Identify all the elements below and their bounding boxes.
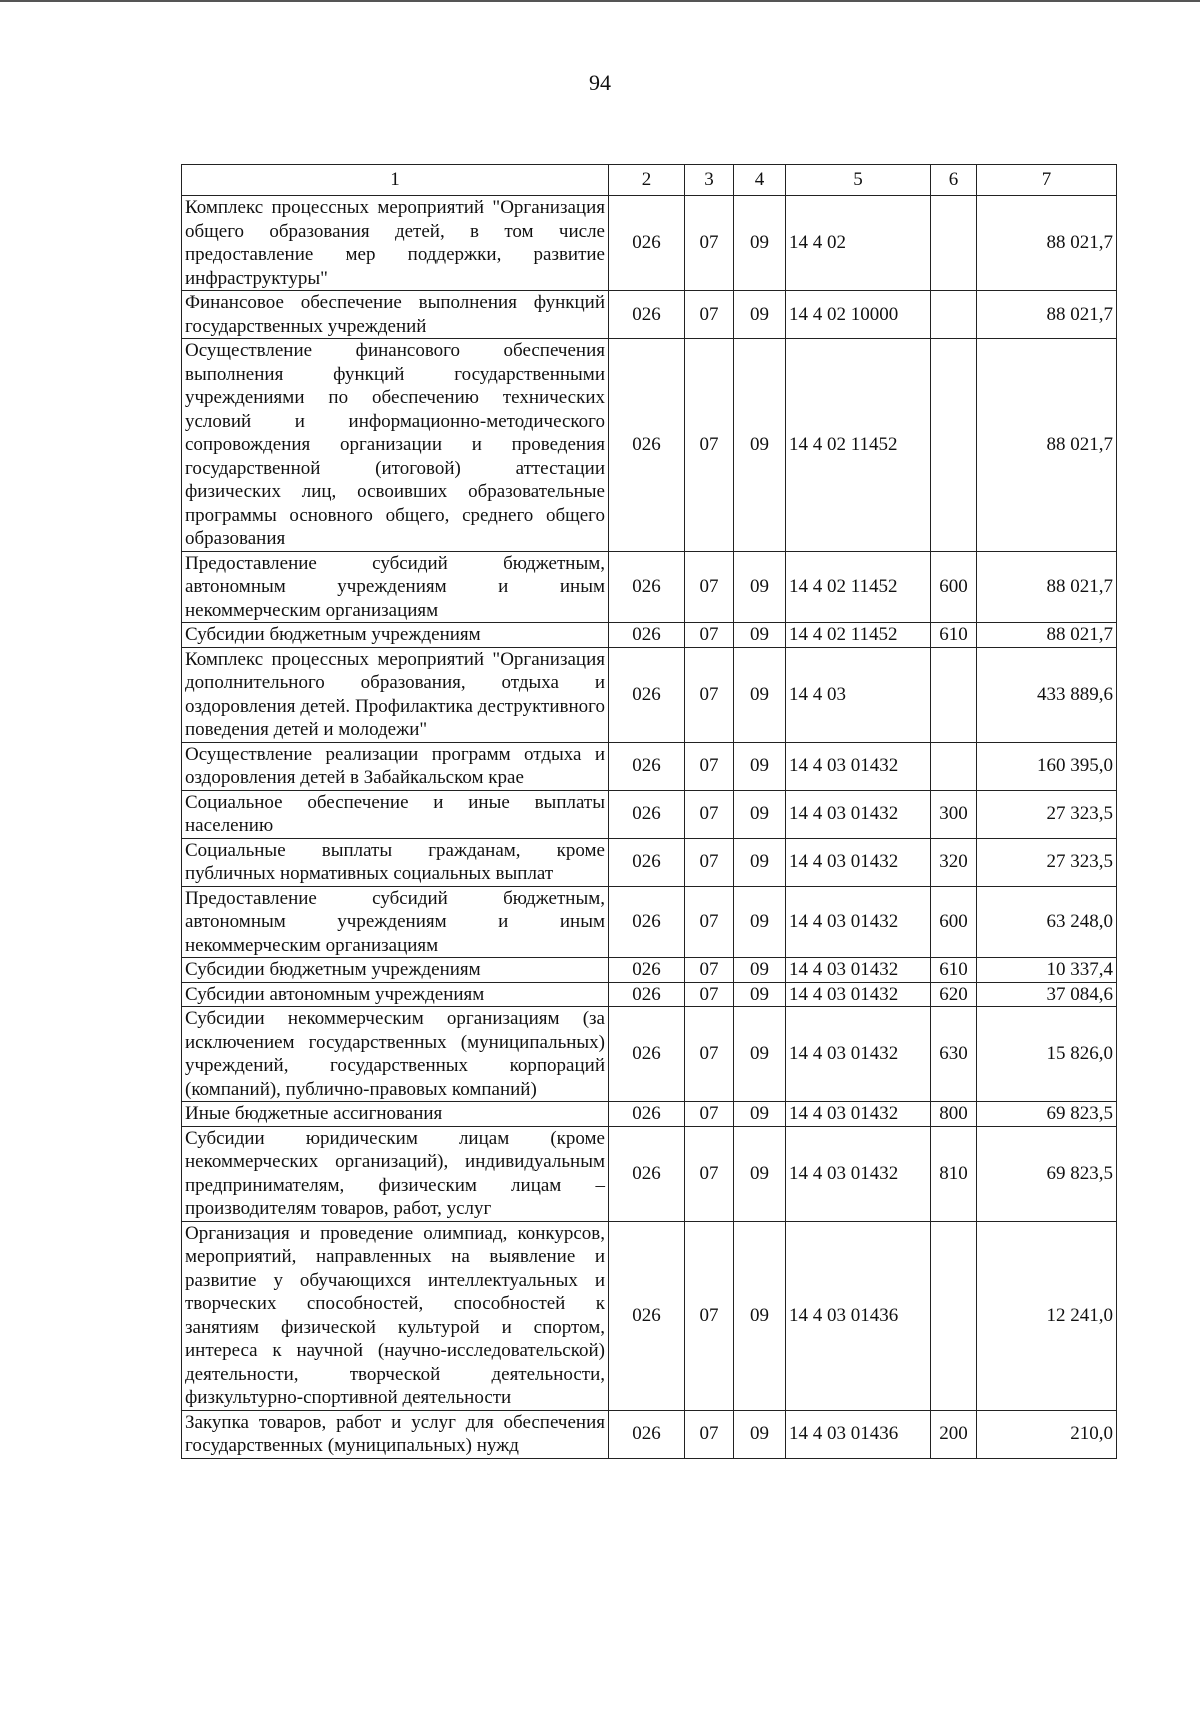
table-row	[182, 339, 1117, 552]
ministry-code-cell: 026	[609, 291, 685, 339]
header-cell-6: 6	[931, 165, 977, 196]
target-article-cell: 14 4 03 01432	[786, 982, 931, 1007]
target-article-cell: 14 4 02	[786, 196, 931, 291]
subsection-code-cell: 09	[734, 1221, 786, 1410]
subsection-code-cell: 09	[734, 551, 786, 623]
table-row	[182, 982, 1117, 1007]
table-row	[182, 1221, 1117, 1410]
amount-cell: 433 889,6	[977, 647, 1117, 742]
item-name-cell: Субсидии юридическим лицам (кроме некоммерческих организаций), индивидуальным предпринимателям, физическим лицам – производителям товаров, работ, услуг	[182, 1126, 609, 1221]
expense-type-cell	[931, 196, 977, 291]
item-name-cell: Субсидии бюджетным учреждениям	[182, 623, 609, 648]
section-code-cell: 07	[685, 982, 734, 1007]
table-row	[182, 1007, 1117, 1102]
expense-type-cell: 620	[931, 982, 977, 1007]
table-row	[182, 647, 1117, 742]
section-code-cell: 07	[685, 1102, 734, 1127]
ministry-code-cell: 026	[609, 1102, 685, 1127]
header-cell-4: 4	[734, 165, 786, 196]
expense-type-cell	[931, 647, 977, 742]
amount-cell: 69 823,5	[977, 1126, 1117, 1221]
subsection-code-cell: 09	[734, 339, 786, 552]
expense-type-cell: 630	[931, 1007, 977, 1102]
target-article-cell: 14 4 02 10000	[786, 291, 931, 339]
ministry-code-cell: 026	[609, 1126, 685, 1221]
subsection-code-cell: 09	[734, 1410, 786, 1458]
table-row	[182, 790, 1117, 838]
amount-cell: 88 021,7	[977, 291, 1117, 339]
amount-cell: 210,0	[977, 1410, 1117, 1458]
ministry-code-cell: 026	[609, 790, 685, 838]
expense-type-cell: 320	[931, 838, 977, 886]
target-article-cell: 14 4 03 01432	[786, 886, 931, 958]
expense-type-cell	[931, 291, 977, 339]
ministry-code-cell: 026	[609, 1410, 685, 1458]
amount-cell: 27 323,5	[977, 790, 1117, 838]
item-name-cell: Субсидии некоммерческим организациям (за исключением государственных (муниципальных) учреждений, государственных корпораций (компаний), публично-правовых компаний)	[182, 1007, 609, 1102]
ministry-code-cell: 026	[609, 647, 685, 742]
amount-cell: 12 241,0	[977, 1221, 1117, 1410]
header-cell-7: 7	[977, 165, 1117, 196]
ministry-code-cell: 026	[609, 886, 685, 958]
item-name-cell: Предоставление субсидий бюджетным, автономным учреждениям и иным некоммерческим организациям	[182, 551, 609, 623]
target-article-cell: 14 4 03 01432	[786, 838, 931, 886]
table-row	[182, 623, 1117, 648]
table-row	[182, 838, 1117, 886]
expense-type-cell: 810	[931, 1126, 977, 1221]
item-name-cell: Социальные выплаты гражданам, кроме публичных нормативных социальных выплат	[182, 838, 609, 886]
section-code-cell: 07	[685, 1221, 734, 1410]
subsection-code-cell: 09	[734, 623, 786, 648]
amount-cell: 88 021,7	[977, 339, 1117, 552]
target-article-cell: 14 4 02 11452	[786, 623, 931, 648]
item-name-cell: Предоставление субсидий бюджетным, автономным учреждениям и иным некоммерческим организациям	[182, 886, 609, 958]
table-row	[182, 742, 1117, 790]
table-row	[182, 958, 1117, 983]
ministry-code-cell: 026	[609, 982, 685, 1007]
item-name-cell: Субсидии автономным учреждениям	[182, 982, 609, 1007]
header-cell-3: 3	[685, 165, 734, 196]
item-name-cell: Осуществление реализации программ отдыха и оздоровления детей в Забайкальском крае	[182, 742, 609, 790]
expense-type-cell: 610	[931, 958, 977, 983]
amount-cell: 69 823,5	[977, 1102, 1117, 1127]
subsection-code-cell: 09	[734, 958, 786, 983]
expense-type-cell	[931, 1221, 977, 1410]
target-article-cell: 14 4 03 01432	[786, 958, 931, 983]
table-row	[182, 551, 1117, 623]
amount-cell: 63 248,0	[977, 886, 1117, 958]
ministry-code-cell: 026	[609, 742, 685, 790]
scan-edge	[0, 0, 1200, 2]
target-article-cell: 14 4 03 01432	[786, 790, 931, 838]
ministry-code-cell: 026	[609, 623, 685, 648]
subsection-code-cell: 09	[734, 1007, 786, 1102]
ministry-code-cell: 026	[609, 339, 685, 552]
amount-cell: 160 395,0	[977, 742, 1117, 790]
section-code-cell: 07	[685, 886, 734, 958]
amount-cell: 88 021,7	[977, 551, 1117, 623]
section-code-cell: 07	[685, 838, 734, 886]
header-cell-2: 2	[609, 165, 685, 196]
target-article-cell: 14 4 03 01436	[786, 1410, 931, 1458]
target-article-cell: 14 4 02 11452	[786, 339, 931, 552]
target-article-cell: 14 4 03 01432	[786, 1007, 931, 1102]
amount-cell: 15 826,0	[977, 1007, 1117, 1102]
table-row	[182, 1126, 1117, 1221]
budget-table	[181, 164, 1117, 1459]
ministry-code-cell: 026	[609, 958, 685, 983]
expense-type-cell	[931, 742, 977, 790]
header-cell-1: 1	[182, 165, 609, 196]
subsection-code-cell: 09	[734, 742, 786, 790]
header-row	[182, 165, 1117, 196]
table-row	[182, 1410, 1117, 1458]
item-name-cell: Финансовое обеспечение выполнения функций государственных учреждений	[182, 291, 609, 339]
expense-type-cell: 200	[931, 1410, 977, 1458]
target-article-cell: 14 4 03	[786, 647, 931, 742]
item-name-cell: Осуществление финансового обеспечения выполнения функций государственными учреждениями по обеспечению технических условий и информационно-методического сопровождения организации и проведения государственной (итоговой) аттестации физических лиц, освоивших образовательные программы основного общего, среднего общего образования	[182, 339, 609, 552]
item-name-cell: Закупка товаров, работ и услуг для обеспечения государственных (муниципальных) нужд	[182, 1410, 609, 1458]
amount-cell: 88 021,7	[977, 623, 1117, 648]
section-code-cell: 07	[685, 958, 734, 983]
target-article-cell: 14 4 03 01432	[786, 1102, 931, 1127]
subsection-code-cell: 09	[734, 886, 786, 958]
target-article-cell: 14 4 03 01432	[786, 742, 931, 790]
item-name-cell: Организация и проведение олимпиад, конкурсов, мероприятий, направленных на выявление и развитие у обучающихся интеллектуальных и творческих способностей, способностей к занятиям физической культурой и спортом, интереса к научной (научно-исследовательской) деятельности, творческой деятельности, физкультурно-спортивной деятельности	[182, 1221, 609, 1410]
ministry-code-cell: 026	[609, 1221, 685, 1410]
section-code-cell: 07	[685, 196, 734, 291]
table-row	[182, 291, 1117, 339]
section-code-cell: 07	[685, 623, 734, 648]
expense-type-cell: 300	[931, 790, 977, 838]
table-row	[182, 196, 1117, 291]
table-row	[182, 886, 1117, 958]
subsection-code-cell: 09	[734, 647, 786, 742]
target-article-cell: 14 4 02 11452	[786, 551, 931, 623]
subsection-code-cell: 09	[734, 291, 786, 339]
subsection-code-cell: 09	[734, 790, 786, 838]
expense-type-cell: 600	[931, 551, 977, 623]
section-code-cell: 07	[685, 1126, 734, 1221]
target-article-cell: 14 4 03 01436	[786, 1221, 931, 1410]
table-row	[182, 1102, 1117, 1127]
amount-cell: 88 021,7	[977, 196, 1117, 291]
header-cell-5: 5	[786, 165, 931, 196]
subsection-code-cell: 09	[734, 1126, 786, 1221]
subsection-code-cell: 09	[734, 196, 786, 291]
expense-type-cell	[931, 339, 977, 552]
section-code-cell: 07	[685, 339, 734, 552]
item-name-cell: Комплекс процессных мероприятий "Организация дополнительного образования, отдыха и оздоровления детей. Профилактика деструктивного поведения детей и молодежи"	[182, 647, 609, 742]
section-code-cell: 07	[685, 291, 734, 339]
target-article-cell: 14 4 03 01432	[786, 1126, 931, 1221]
amount-cell: 37 084,6	[977, 982, 1117, 1007]
ministry-code-cell: 026	[609, 838, 685, 886]
ministry-code-cell: 026	[609, 196, 685, 291]
subsection-code-cell: 09	[734, 838, 786, 886]
ministry-code-cell: 026	[609, 1007, 685, 1102]
section-code-cell: 07	[685, 647, 734, 742]
section-code-cell: 07	[685, 551, 734, 623]
item-name-cell: Комплекс процессных мероприятий "Организация общего образования детей, в том числе предоставление мер поддержки, развитие инфраструктуры"	[182, 196, 609, 291]
section-code-cell: 07	[685, 1007, 734, 1102]
subsection-code-cell: 09	[734, 982, 786, 1007]
expense-type-cell: 610	[931, 623, 977, 648]
item-name-cell: Социальное обеспечение и иные выплаты населению	[182, 790, 609, 838]
section-code-cell: 07	[685, 1410, 734, 1458]
expense-type-cell: 600	[931, 886, 977, 958]
item-name-cell: Иные бюджетные ассигнования	[182, 1102, 609, 1127]
ministry-code-cell: 026	[609, 551, 685, 623]
amount-cell: 27 323,5	[977, 838, 1117, 886]
page-number: 94	[589, 70, 611, 95]
amount-cell: 10 337,4	[977, 958, 1117, 983]
item-name-cell: Субсидии бюджетным учреждениям	[182, 958, 609, 983]
section-code-cell: 07	[685, 742, 734, 790]
subsection-code-cell: 09	[734, 1102, 786, 1127]
expense-type-cell: 800	[931, 1102, 977, 1127]
section-code-cell: 07	[685, 790, 734, 838]
